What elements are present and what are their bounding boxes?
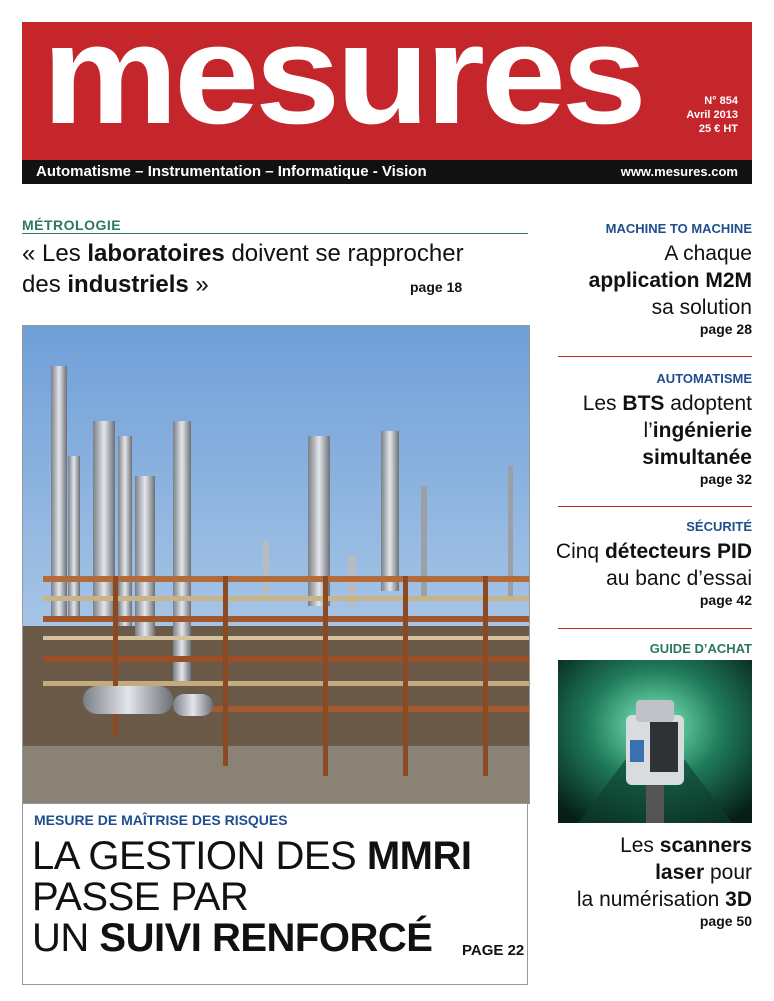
m2m-teaser[interactable]: [552, 221, 752, 337]
teaser-line: sa solution: [651, 296, 752, 319]
teaser-line: Les scanners: [620, 834, 752, 857]
refinery-illustration: [23, 326, 529, 803]
kicker-rule: [22, 233, 528, 234]
automatisme-teaser[interactable]: [552, 371, 752, 487]
refinery-photo: [22, 325, 530, 804]
magazine-logo: mesures: [42, 0, 643, 154]
metrologie-kicker: MÉTROLOGIE: [22, 217, 122, 233]
metrologie-page: page 18: [410, 279, 463, 295]
cover-story-headline[interactable]: [32, 836, 471, 959]
headline-bold: laboratoires: [87, 240, 225, 267]
guide-achat-text[interactable]: [552, 832, 752, 929]
tagline: Automatisme – Instrumentation – Informatique - Vision: [36, 163, 427, 180]
column-divider: [558, 628, 752, 629]
laser-scanner-photo: [558, 660, 752, 823]
teaser-line: laser pour: [655, 861, 752, 884]
website-link[interactable]: www.mesures.com: [620, 164, 738, 179]
headline-part: des: [22, 271, 68, 298]
issue-number: N° 854: [704, 95, 738, 107]
teaser-page: page 28: [699, 321, 752, 337]
headline-bold: MMRI: [366, 834, 472, 878]
teaser-page: page 32: [699, 471, 752, 487]
headline-part: UN: [32, 916, 100, 960]
issue-info: [686, 94, 738, 136]
securite-teaser[interactable]: [552, 519, 752, 608]
guide-achat-teaser[interactable]: [552, 641, 752, 656]
cover-story-page: PAGE 22: [462, 942, 525, 959]
teaser-line: l’ingénierie: [643, 419, 752, 442]
teaser-kicker: AUTOMATISME: [656, 371, 752, 386]
teaser-line-bold: simultanée: [642, 446, 752, 469]
headline-part: »: [188, 271, 209, 298]
teaser-line: au banc d’essai: [606, 567, 752, 590]
teaser-kicker: MACHINE TO MACHINE: [605, 221, 752, 236]
headline-part: LA GESTION DES: [32, 834, 367, 878]
column-divider: [558, 506, 752, 507]
teaser-line: Cinq détecteurs PID: [555, 540, 752, 563]
teaser-page: page 42: [699, 592, 752, 608]
teaser-line: A chaque: [664, 242, 752, 265]
teaser-kicker: SÉCURITÉ: [686, 519, 752, 534]
tagline-bar: [22, 160, 752, 184]
teaser-line-bold: application M2M: [588, 269, 752, 292]
issue-price: 25 € HT: [698, 123, 738, 135]
masthead: [22, 0, 752, 162]
headline-part: doivent se rapprocher: [224, 240, 464, 267]
issue-date: Avril 2013: [686, 109, 738, 121]
teaser-line: la numérisation 3D: [576, 888, 752, 911]
teaser-page: page 50: [699, 913, 752, 929]
teaser-line: Les BTS adoptent: [582, 392, 752, 415]
headline-part: « Les: [22, 240, 88, 267]
headline-bold: industriels: [67, 271, 189, 298]
headline-part: PASSE PAR: [32, 875, 249, 919]
teaser-kicker: GUIDE D’ACHAT: [649, 641, 752, 656]
cover-story-kicker: MESURE DE MAÎTRISE DES RISQUES: [34, 812, 288, 828]
headline-bold: SUIVI RENFORCÉ: [99, 916, 433, 960]
column-divider: [558, 356, 752, 357]
